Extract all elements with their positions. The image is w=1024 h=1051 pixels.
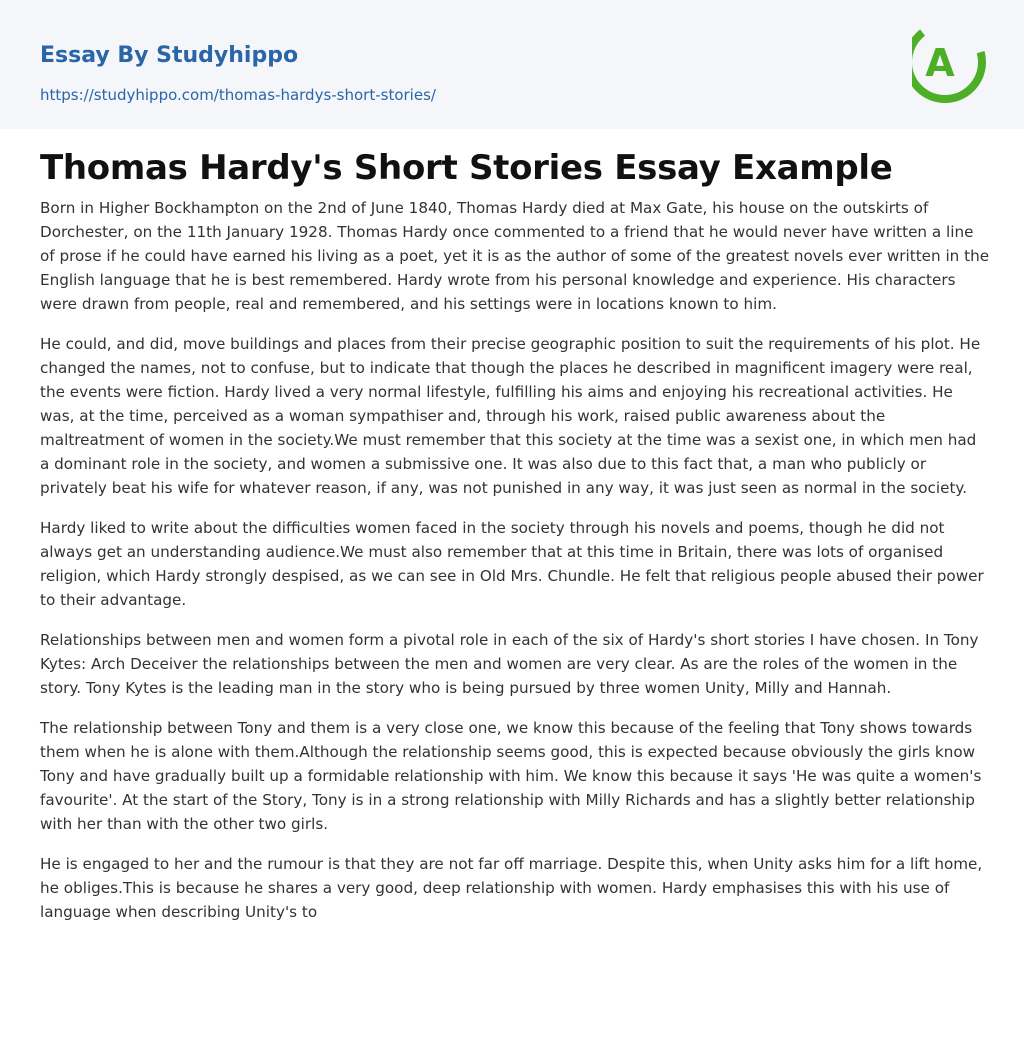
article-paragraph: He is engaged to her and the rumour is that they are not far off marriage. Despite this, when Unity asks him for a lift home, he obliges.This is because he shares a very good, deep relationship with women. Hardy emphasises this with his use of language when describing Unity's to [40,855,983,921]
article-paragraph: Relationships between men and women form a pivotal role in each of the six of Hardy's short stories I have chosen. In Tony Kytes: Arch Deceiver the relationships between the men and women are very clear. As are the roles of the women in the story. Tony Kytes is the leading man in the story who is being pursued by three women Unity, Milly and Hannah. [40,631,979,697]
studyhippo-logo-icon[interactable] [912,19,986,105]
article-title: Thomas Hardy's Short Stories Essay Example [40,148,893,188]
article-paragraph: The relationship between Tony and them is a very close one, we know this because of the feeling that Tony shows towards them when he is alone with them.Although the relationship seems good, this is expected because obviously the girls know Tony and have gradually built up a formidable relationship with him. We know this because it says 'He was quite a women's favourite'. At the start of the Story, Tony is in a strong relationship with Milly Richards and has a slightly better relationship with her than with the other two girls. [40,719,982,833]
site-brand[interactable]: Essay By Studyhippo [40,43,299,68]
page-url-link[interactable]: https://studyhippo.com/thomas-hardys-short-stories/ [40,86,436,104]
article-paragraph: Hardy liked to write about the difficulties women faced in the society through his novels and poems, though he did not always get an understanding audience.We must also remember that at this time in Britain, there was lots of organised religion, which Hardy strongly despised, as we can see in Old Mrs. Chundle. He felt that religious people abused their power to their advantage. [40,519,984,609]
article-paragraph: Born in Higher Bockhampton on the 2nd of June 1840, Thomas Hardy died at Max Gate, his house on the outskirts of Dorchester, on the 11th January 1928. Thomas Hardy once commented to a friend that he would never have written a line of prose if he could have earned his living as a poet, yet it is as the author of some of the greatest novels ever written in the English language that he is best remembered. Hardy wrote from his personal knowledge and experience. His characters were drawn from people, real and remembered, and his settings were in locations known to him. [40,199,990,313]
logo-letter: A [925,41,955,85]
article-paragraph: He could, and did, move buildings and places from their precise geographic position to suit the requirements of his plot. He changed the names, not to confuse, but to indicate that though the places he described in magnificent imagery were real, the events were fiction. Hardy lived a very normal lifestyle, fulfilling his aims and enjoying his recreational activities. He was, at the time, perceived as a woman sympathiser and, through his work, raised public awareness about the maltreatment of women in the society.We must remember that this society at the time was a sexist one, in which men had a dominant role in the society, and women a submissive one. It was also due to this fact that, a man who publicly or privately beat his wife for whatever reason, if any, was not punished in any way, it was just seen as normal in the society. [40,335,981,497]
article [40,140,990,940]
site-header [0,0,1024,129]
